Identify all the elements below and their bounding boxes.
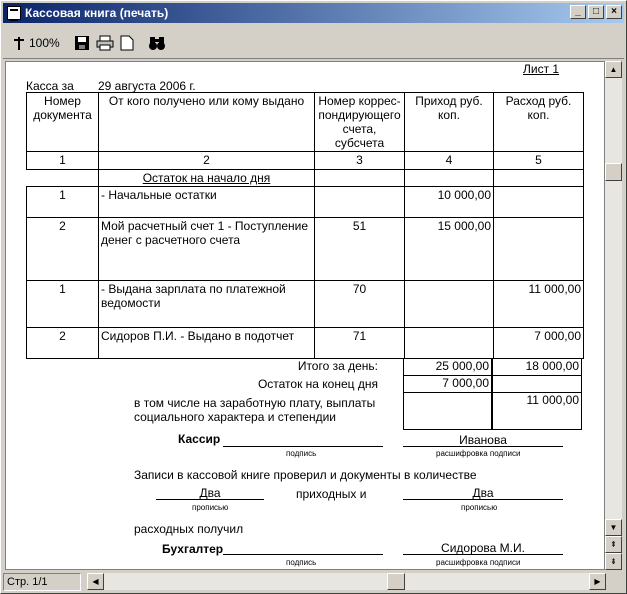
column-numbers-row — [27, 152, 584, 170]
row-income: 15 000,00 — [405, 218, 494, 281]
opening-balance-label: Остаток на начало дня — [99, 170, 315, 187]
document-icon — [7, 6, 21, 20]
horizontal-scroll-thumb[interactable] — [387, 573, 405, 590]
including-label-1: в том числе на заработную плату, выплаты — [134, 396, 376, 410]
zoom-pin-icon — [11, 35, 27, 51]
table-row — [27, 328, 584, 359]
written-hint: прописью — [192, 503, 229, 512]
sign-hint: подпись — [286, 449, 317, 458]
horizontal-scrollbar[interactable] — [87, 573, 606, 590]
page-indicator: Стр. 1/1 — [3, 573, 81, 591]
records-text: Записи в кассовой книге проверил и документы в количестве — [134, 468, 477, 482]
print-button[interactable] — [96, 32, 114, 54]
status-bar — [3, 572, 624, 592]
row-expense: 11 000,00 — [494, 281, 584, 328]
cashier-label: Кассир — [178, 432, 221, 446]
save-button[interactable] — [74, 32, 90, 54]
end-balance-label: Остаток на конец дня — [257, 377, 378, 391]
window-controls — [570, 5, 622, 19]
scroll-right-button[interactable]: ▶ — [589, 573, 606, 590]
row-account: 71 — [315, 328, 405, 359]
sign-hint: подпись — [286, 558, 317, 567]
page-down-button[interactable]: ⇟ — [605, 553, 622, 570]
scroll-down-button[interactable]: ▼ — [605, 519, 622, 536]
including-expense: 11 000,00 — [492, 392, 582, 430]
cashier-name: Иванова — [403, 433, 563, 447]
cashier-signature-line — [223, 433, 383, 447]
end-balance-income: 7 000,00 — [403, 375, 492, 393]
row-expense — [494, 187, 584, 218]
row-account — [315, 187, 405, 218]
maximize-button[interactable]: □ — [588, 5, 604, 19]
scroll-up-button[interactable]: ▲ — [605, 61, 622, 78]
header-doc-no: Номер документа — [27, 93, 99, 152]
document-view[interactable] — [5, 61, 605, 570]
row-desc: Сидоров П.И. - Выдано в подотчет — [99, 328, 315, 359]
header-account: Номер коррес- пондирующего счета, субсчета — [315, 93, 405, 152]
header-income: Приход руб. коп. — [405, 93, 494, 152]
close-button[interactable]: × — [606, 5, 622, 19]
expense-received: расходных получил — [134, 522, 244, 536]
scroll-left-button[interactable]: ◀ — [87, 573, 104, 590]
minimize-button[interactable]: _ — [570, 5, 586, 19]
header-expense: Расход руб. коп. — [494, 93, 584, 152]
report-date: 29 августа 2006 г. — [98, 79, 196, 93]
window-title: Кассовая книга (печать) — [25, 6, 169, 20]
save-icon — [74, 35, 90, 51]
day-total-income: 25 000,00 — [403, 358, 492, 376]
find-button[interactable] — [148, 32, 166, 54]
colnum: 2 — [99, 152, 315, 170]
row-doc-no: 1 — [27, 281, 99, 328]
row-doc-no: 2 — [27, 328, 99, 359]
row-account: 51 — [315, 218, 405, 281]
count-income: Два — [156, 486, 264, 500]
header-row — [27, 93, 584, 152]
accountant-label: Бухгалтер — [162, 542, 224, 556]
table-row — [27, 281, 584, 328]
row-expense: 7 000,00 — [494, 328, 584, 359]
kassa-label: Касса за — [26, 79, 74, 93]
vertical-scrollbar[interactable] — [605, 61, 622, 570]
title-bar — [3, 3, 624, 23]
row-income — [405, 328, 494, 359]
opening-row — [27, 170, 584, 187]
row-expense — [494, 218, 584, 281]
colnum: 4 — [405, 152, 494, 170]
day-total-expense: 18 000,00 — [492, 358, 582, 376]
including-label-2: социального характера и степендии — [134, 410, 337, 424]
written-hint: прописью — [461, 503, 498, 512]
row-desc: Мой расчетный счет 1 - Поступление денег с расчетного счета — [99, 218, 315, 281]
cash-table — [26, 92, 584, 359]
binoculars-icon — [148, 35, 166, 51]
printer-icon — [96, 35, 114, 51]
colnum: 5 — [494, 152, 584, 170]
income-label: приходных и — [296, 487, 367, 501]
zoom-button[interactable] — [11, 32, 60, 54]
zoom-level: 100% — [29, 35, 60, 50]
sheet-number: Лист 1 — [523, 62, 560, 76]
row-doc-no: 1 — [27, 187, 99, 218]
row-desc: - Выдана зарплата по платежной ведомости — [99, 281, 315, 328]
table-row — [27, 218, 584, 281]
header-from-to: От кого получено или кому выдано — [99, 93, 315, 152]
decode-hint: расшифровка подписи — [436, 449, 521, 458]
row-doc-no: 2 — [27, 218, 99, 281]
row-income — [405, 281, 494, 328]
page-icon — [120, 35, 134, 51]
table-row — [27, 187, 584, 218]
toolbar — [3, 27, 624, 59]
count-expense: Два — [403, 486, 563, 500]
row-income: 10 000,00 — [405, 187, 494, 218]
row-desc: - Начальные остатки — [99, 187, 315, 218]
new-page-button[interactable] — [120, 32, 134, 54]
colnum: 3 — [315, 152, 405, 170]
colnum: 1 — [27, 152, 99, 170]
accountant-signature-line — [223, 541, 383, 555]
vertical-scroll-thumb[interactable] — [605, 163, 622, 181]
accountant-name: Сидорова М.И. — [403, 541, 563, 555]
decode-hint: расшифровка подписи — [436, 558, 521, 567]
page-up-button[interactable]: ⇞ — [605, 536, 622, 553]
row-account: 70 — [315, 281, 405, 328]
day-total-label: Итого за день: — [297, 359, 378, 373]
